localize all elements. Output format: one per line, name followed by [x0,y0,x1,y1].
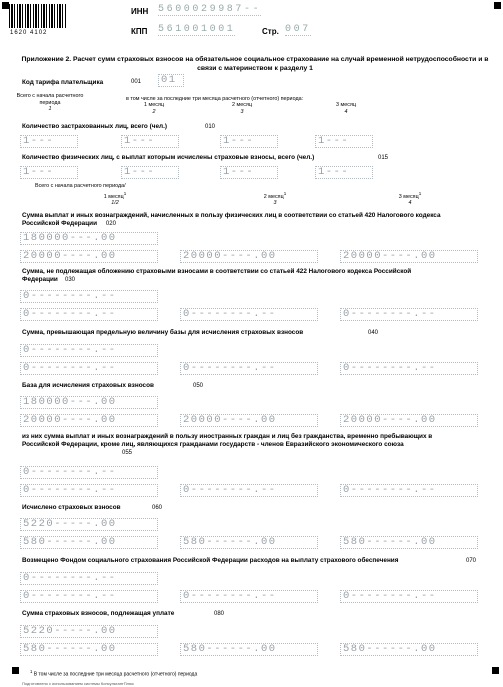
row-020-label: Сумма выплат и иных вознаграждений, начисленных в пользу физических лиц в соответствии со статьей 420 Налогового кодекса Российской Федерации 020 [22,212,441,227]
col2-m2-header: 2 месяц$^1$ 3 [263,191,287,207]
row-020-code: 020 [105,220,116,227]
col2-m3-header: 3 месяц$^1$ 4 [398,191,422,207]
row-055-label: из них сумма выплат и иных вознаграждений в пользу иностранных граждан и лиц без гражданства, временно пребывающих в Российской Федерации, кроме лиц, являющихся гражданами государств - членов Евразийского экономического союза [22,433,433,448]
row-070-m1[interactable]: 0--------.-- [20,590,158,603]
tariff-field[interactable]: 01 [158,74,184,87]
barcode [9,4,67,28]
row-060-label: Исчислено страховых взносов [22,504,121,511]
col-m2-header: 2 месяц 3 [232,102,252,115]
corner-marker-top-right [494,2,501,9]
row-030-label: Сумма, не подлежащая обложению страховыми взносами в соответствии со статьей 422 Налогового кодекса Российской Федерации 030 [22,268,412,283]
row-015-m3[interactable]: 1--- [315,166,373,179]
kpp-label: КПП [131,27,148,36]
row-060-m2[interactable]: 580------.00 [180,536,318,549]
row-070-m3[interactable]: 0--------.-- [340,590,478,603]
row-040-m1[interactable]: 0--------.-- [20,362,158,375]
col-m3-header: 3 месяц 4 [336,102,356,115]
col2-m1-header: 1 месяц$^1$ 1/2 [103,191,127,207]
row-070-m2[interactable]: 0--------.-- [180,590,318,603]
corner-marker-bottom-left [12,667,19,674]
row-050-label: База для исчисления страховых взносов [22,382,154,389]
row-055-total[interactable]: 0--------.-- [20,466,158,479]
inn-label: ИНН [131,7,149,16]
barcode-number: 1620 4102 [10,30,48,36]
row-080-m2[interactable]: 580------.00 [180,643,318,656]
row-050-m1[interactable]: 20000----.00 [20,414,158,427]
row-050-m2[interactable]: 20000----.00 [180,414,318,427]
row-010-m3[interactable]: 1--- [315,135,373,148]
row-080-code: 080 [214,611,225,617]
row-040-m2[interactable]: 0--------.-- [180,362,318,375]
row-020-m2[interactable]: 20000----.00 [180,250,318,263]
row-015-m1[interactable]: 1--- [121,166,179,179]
row-040-code: 040 [368,330,379,336]
col-total-header: Всего с начала расчетного периода 1 [16,93,84,112]
row-080-total[interactable]: 5220-----.00 [20,625,158,638]
row-015-label: Количество физических лиц, с выплат которым исчислены страховые взносы, всего (чел.) [22,154,315,161]
row-080-m3[interactable]: 580------.00 [340,643,478,656]
row-080-m1[interactable]: 580------.00 [20,643,158,656]
page-field[interactable]: 007 [285,24,311,35]
row-080-label: Сумма страховых взносов, подлежащая уплате [22,610,175,617]
row-010-label: Количество застрахованных лиц, всего (чел.) [22,123,167,130]
row-040-m3[interactable]: 0--------.-- [340,362,478,375]
row-015-code: 015 [378,155,389,161]
row-060-total[interactable]: 5220-----.00 [20,518,158,531]
footer-source: Подготовлено с использованием системы КонсультантПлюс [22,681,134,686]
row-030-code: 030 [64,276,75,283]
row-070-label: Возмещено Фондом социального страхования Российской Федерации расходов на выплату страхового обеспечения [22,557,399,564]
row-020-m1[interactable]: 20000----.00 [20,250,158,263]
row-020-m3[interactable]: 20000----.00 [340,250,478,263]
row-055-m3[interactable]: 0--------.-- [340,484,478,497]
kpp-field[interactable]: 561001001 [158,24,236,35]
row-050-code: 050 [193,383,204,389]
row-055-m1[interactable]: 0--------.-- [20,484,158,497]
row-030-total[interactable]: 0--------.-- [20,290,158,303]
col2-total-header: Всего с начала расчетного периода/ [35,183,126,189]
row-055-code: 055 [122,450,133,456]
page-label: Стр. [262,27,279,36]
row-020-total[interactable]: 180000---.00 [20,232,158,245]
row-060-code: 060 [152,505,163,511]
row-040-label: Сумма, превышающая предельную величину базы для исчисления страховых взносов [22,329,304,336]
row-015-total[interactable]: 1--- [20,166,78,179]
footnote: $^1$ В том числе за последние три месяца расчетного (отчетного) периода [30,669,198,678]
tariff-code: 001 [131,79,142,85]
row-060-m1[interactable]: 580------.00 [20,536,158,549]
tariff-label: Код тарифа плательщика [22,79,104,86]
page-title: Приложение 2. Расчет сумм страховых взносов на обязательное социальное страхование на случай временной нетрудоспособности и в связи с материнством к разделу 1 [21,56,489,72]
row-030-m2[interactable]: 0--------.-- [180,308,318,321]
corner-marker-bottom-right [492,667,499,674]
inn-field[interactable]: 5600029987-- [158,4,262,15]
row-055-m2[interactable]: 0--------.-- [180,484,318,497]
corner-marker-top-left [2,2,9,9]
row-030-m3[interactable]: 0--------.-- [340,308,478,321]
row-070-total[interactable]: 0--------.-- [20,572,158,585]
row-060-m3[interactable]: 580------.00 [340,536,478,549]
row-010-total[interactable]: 1--- [20,135,78,148]
row-010-m2[interactable]: 1--- [220,135,278,148]
row-040-total[interactable]: 0--------.-- [20,344,158,357]
row-010-code: 010 [205,124,216,130]
col-incl-header: в том числе за последние три месяца расчетного (отчетного) периода: [126,96,304,102]
row-015-m2[interactable]: 1--- [220,166,278,179]
row-050-total[interactable]: 180000---.00 [20,396,158,409]
row-070-code: 070 [466,558,477,564]
row-010-m1[interactable]: 1--- [121,135,179,148]
row-030-m1[interactable]: 0--------.-- [20,308,158,321]
col-m1-header: 1 месяц 2 [144,102,164,115]
row-050-m3[interactable]: 20000----.00 [340,414,478,427]
